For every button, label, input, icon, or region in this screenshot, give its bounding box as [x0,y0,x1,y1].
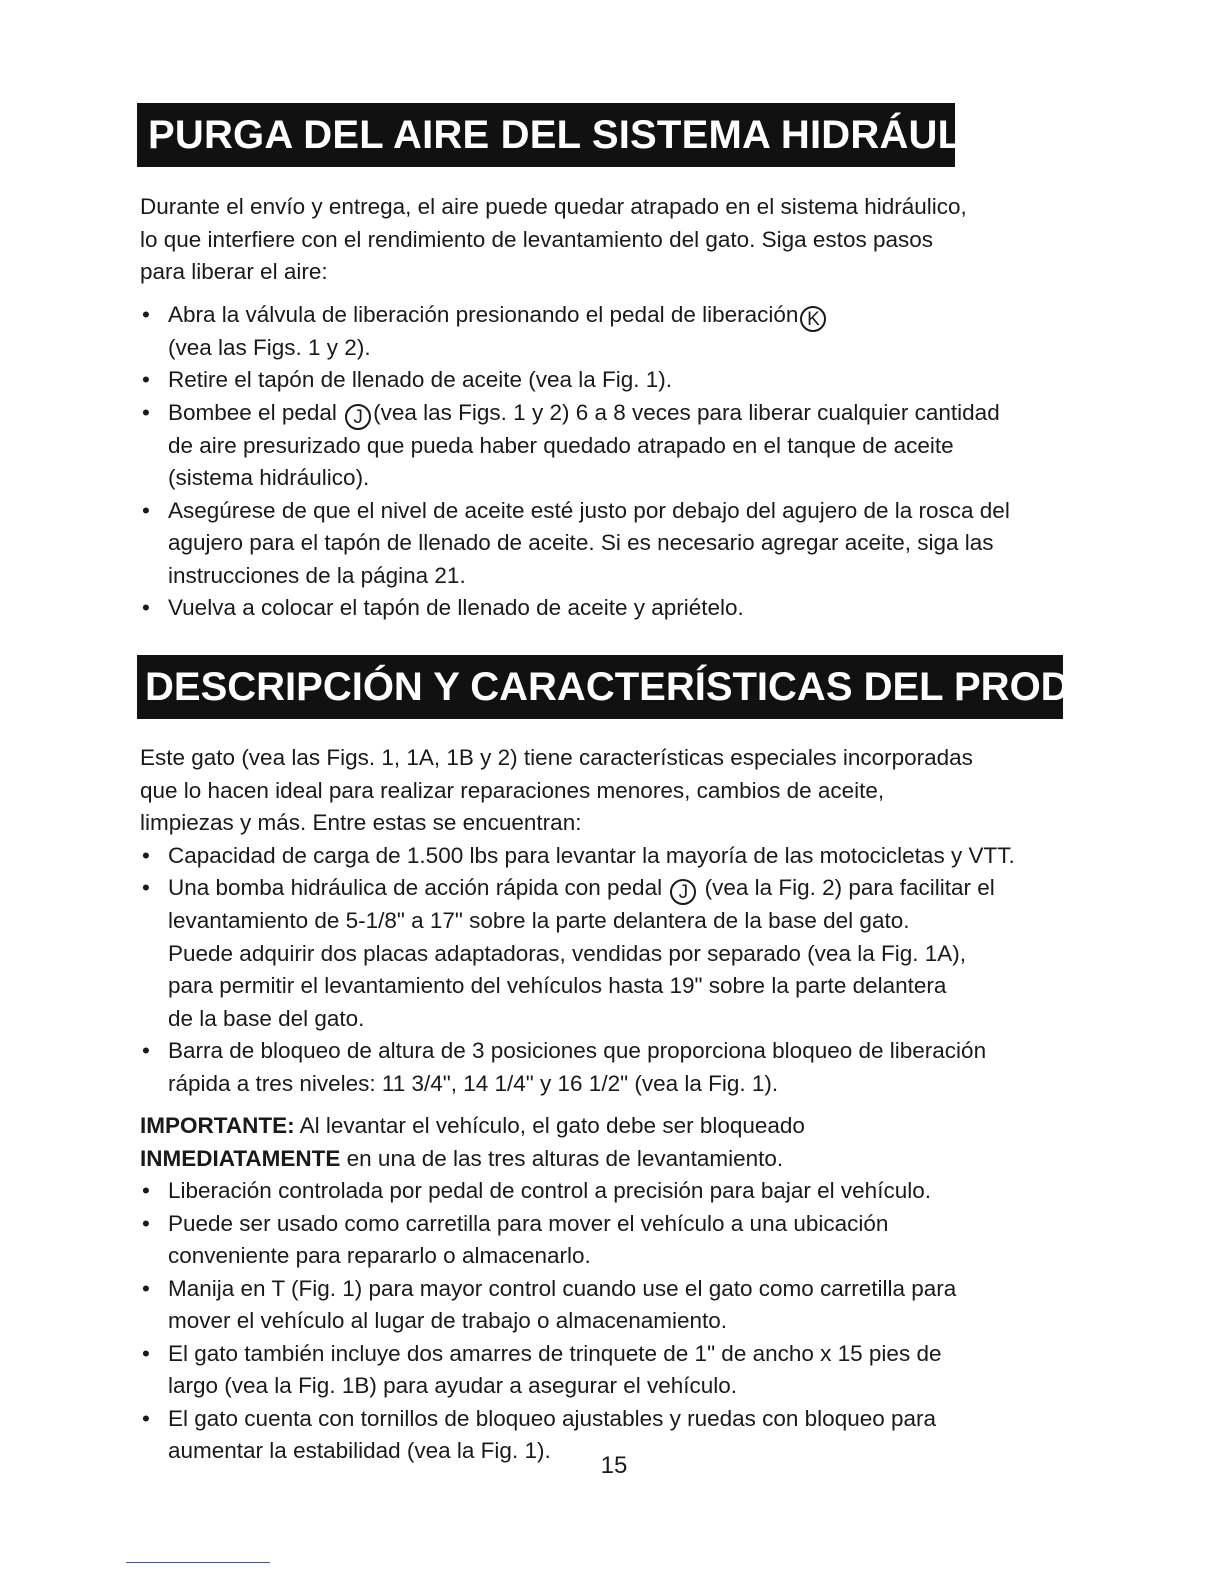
section-body-product-description [140,742,1015,1468]
intro-line: para liberar el aire: [140,259,328,284]
bullet-text: agujero para el tapón de llenado de aceite. Si es necesario agregar aceite, siga las [168,530,994,555]
circled-letter-k: K [800,306,826,332]
bullet-text: Puede ser usado como carretilla para mover el vehículo a una ubicación [168,1210,889,1236]
bullet-dot: • [142,875,150,900]
bullet-remove-cap [140,364,1010,397]
bullet-check-oil-level [140,495,1010,593]
bullet-text: (sistema hidráulico). [168,465,370,490]
bullet-text: (vea las Figs. 1 y 2). [168,334,371,360]
important-label: IMPORTANTE: [140,1113,295,1138]
important-note [140,1110,1015,1175]
bullet-ratchet-straps [140,1338,1015,1403]
bullet-text: aumentar la estabilidad (vea la Fig. 1). [168,1438,551,1463]
intro-line: Este gato (vea las Figs. 1, 1A, 1B y 2) tiene características especiales incorporadas [140,745,973,770]
bullet-dot: • [142,1210,150,1236]
bullet-text: rápida a tres niveles: 11 3/4", 14 1/4" y 16 1/2" (vea la Fig. 1). [168,1070,779,1096]
immediately-label: INMEDIATAMENTE [140,1145,341,1171]
bullet-controlled-release [140,1175,1015,1208]
bullet-hydraulic-pump [140,872,1015,1035]
bullet-text: Manija en T (Fig. 1) para mayor control cuando use el gato como carretilla para [168,1275,957,1301]
bullet-text: (vea la Fig. 2) para facilitar el [704,875,995,900]
bullet-dot: • [142,1178,150,1203]
circled-letter-j: J [345,404,371,430]
bullet-dot: • [142,301,150,327]
bullet-replace-cap [140,592,1010,625]
bullet-text: Liberación controlada por pedal de control a precisión para bajar el vehículo. [168,1178,931,1203]
bullet-text: de la base del gato. [168,1005,365,1031]
bullet-dot: • [142,1275,150,1301]
bullet-text: largo (vea la Fig. 1B) para ayudar a asegurar el vehículo. [168,1373,738,1398]
bullet-text: Vuelva a colocar el tapón de llenado de aceite y apriételo. [168,595,744,620]
intro-line: limpiezas y más. Entre estas se encuentran: [140,810,582,835]
intro-line: Durante el envío y entrega, el aire puede quedar atrapado en el sistema hidráulico, [140,194,967,219]
bullet-text: Bombee el pedal [168,399,337,425]
bullet-dot: • [142,595,150,620]
bullet-dot: • [142,1405,150,1431]
footer-rule [126,1562,270,1563]
bullet-text: conveniente para repararlo o almacenarlo. [168,1243,591,1268]
bullet-text: Una bomba hidráulica de acción rápida con pedal [168,875,663,900]
bullet-pump-pedal [140,397,1010,495]
bullet-text: para permitir el levantamiento del vehículos hasta 19" sobre la parte delantera [168,973,947,998]
bullet-text: El gato también incluye dos amarres de trinquete de 1" de ancho x 15 pies de [168,1340,942,1366]
important-text: Al levantar el vehículo, el gato debe ser bloqueado [294,1113,805,1138]
bullet-dolly-use [140,1208,1015,1273]
bullet-text: de aire presurizado que pueda haber quedado atrapado en el tanque de aceite [168,432,954,458]
section-heading-air-purge-text: PURGA DEL AIRE DEL SISTEMA HIDRÁULICO [148,113,1034,157]
circled-letter-j: J [670,879,696,905]
bullet-text: El gato cuenta con tornillos de bloqueo ajustables y ruedas con bloqueo para [168,1405,937,1431]
bullet-text: Puede adquirir dos placas adaptadoras, vendidas por separado (vea la Fig. 1A), [168,940,966,966]
section-heading-air-purge [137,103,1034,167]
bullet-dot: • [142,497,150,523]
bullet-text: levantamiento de 5-1/8" a 17" sobre la parte delantera de la base del gato. [168,908,910,933]
intro-line: que lo hacen ideal para realizar reparaciones menores, cambios de aceite, [140,777,885,803]
bullet-lock-bar [140,1035,1015,1100]
bullet-dot: • [142,1340,150,1366]
page-number: 15 [600,1452,628,1479]
bullet-locking-screws [140,1403,1015,1468]
bullet-text: Barra de bloqueo de altura de 3 posiciones que proporciona bloqueo de liberación [168,1038,987,1063]
bullet-text: Capacidad de carga de 1.500 lbs para levantar la mayoría de las motocicletas y VTT. [168,842,1015,868]
bullet-text: mover el vehículo al lugar de trabajo o almacenamiento. [168,1308,728,1333]
bullet-open-valve [140,299,1010,365]
section-heading-product-description-text: DESCRIPCIÓN Y CARACTERÍSTICAS DEL PRODUCTO [145,665,1183,709]
bullet-text: Asegúrese de que el nivel de aceite esté justo por debajo del agujero de la rosca del [168,497,1010,523]
bullet-dot: • [142,842,150,868]
section-heading-product-description [137,655,1183,719]
section-body-air-purge [140,191,1010,625]
important-text: en una de las tres alturas de levantamiento. [340,1145,784,1171]
bullet-dot: • [142,1038,150,1063]
bullet-load-capacity [140,840,1015,873]
bullet-dot: • [142,399,150,425]
bullet-text: instrucciones de la página 21. [168,562,466,588]
intro-line: lo que interfiere con el rendimiento de levantamiento del gato. Siga estos pasos [140,226,933,252]
bullet-dot: • [142,367,150,392]
bullet-t-handle [140,1273,1015,1338]
bullet-text: Abra la válvula de liberación presionando el pedal de liberación [168,301,799,327]
bullet-text: Retire el tapón de llenado de aceite (vea la Fig. 1). [168,367,673,392]
bullet-text: (vea las Figs. 1 y 2) 6 a 8 veces para liberar cualquier cantidad [373,399,1000,425]
